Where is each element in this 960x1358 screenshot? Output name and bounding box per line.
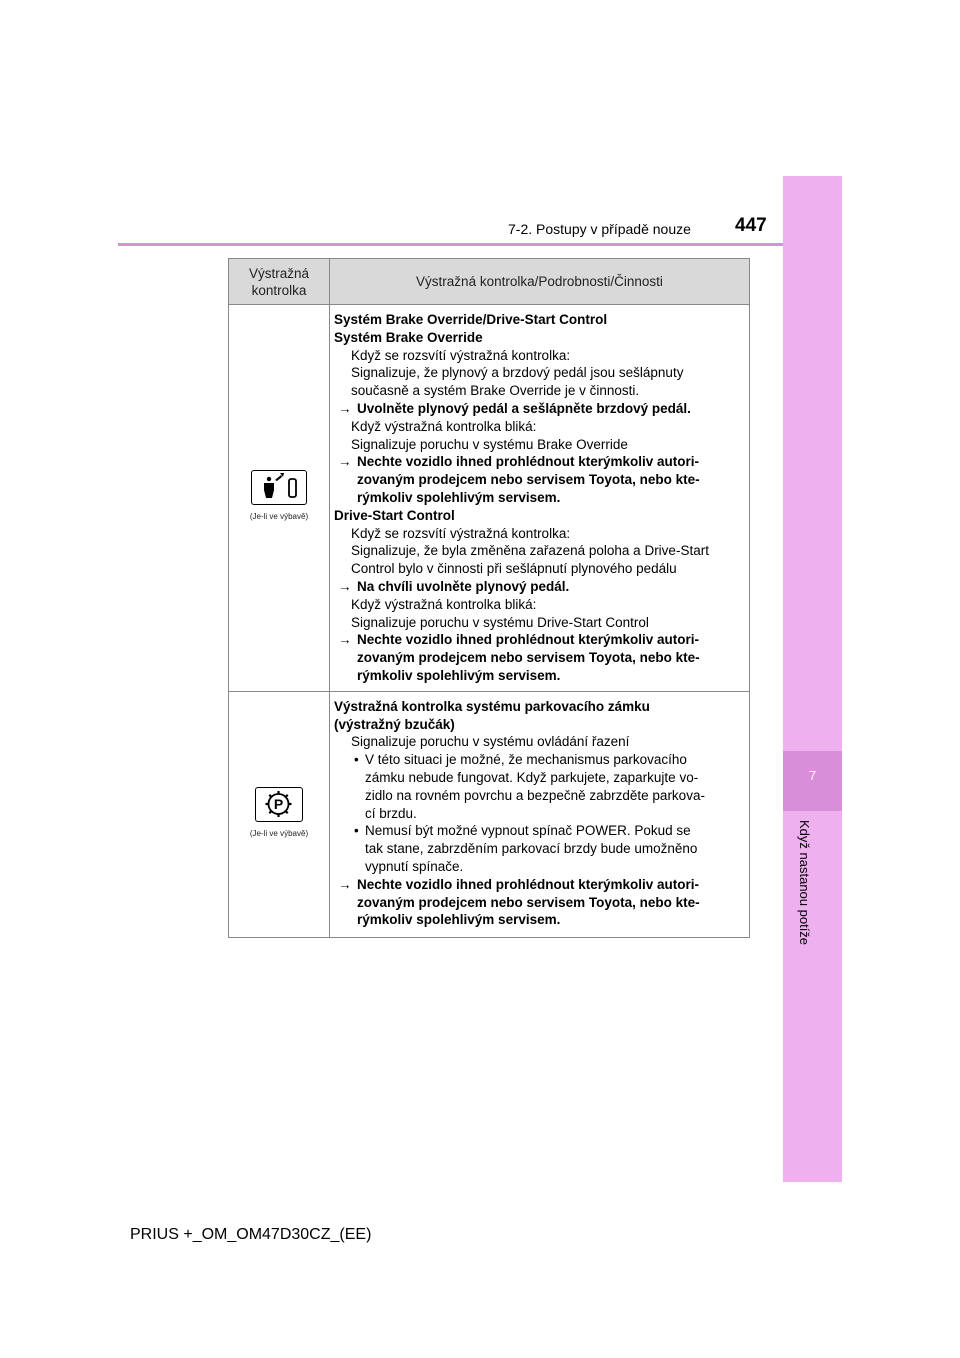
arrow-icon: → (338, 454, 352, 470)
col-header-details: Výstražná kontrolka/Podrobnosti/Činnosti (330, 259, 750, 305)
action-text: → Nechte vozidlo ihned prohlédnout kterýmkoliv autori- (338, 632, 700, 648)
arrow-icon: → (338, 876, 352, 892)
icon-note: (Je-li ve výbavě) (249, 511, 309, 521)
detail-text: Signalizuje poruchu v systému Brake Override (351, 436, 628, 452)
condition-text: Když výstražná kontrolka bliká: (351, 596, 537, 612)
detail-text: Control bylo v činnosti při sešlápnutí plynového pedálu (351, 561, 677, 577)
detail-text: současně a systém Brake Override je v činnosti. (351, 383, 640, 399)
row-title: (výstražný bzučák) (334, 716, 455, 732)
action-text: zovaným prodejcem nebo servisem Toyota, nebo kte- (357, 894, 700, 910)
icon-cell (229, 691, 330, 937)
detail-text: Signalizuje, že byla změněna zařazená poloha a Drive-Start (351, 543, 709, 559)
details-cell (330, 691, 750, 937)
action-text: zovaným prodejcem nebo servisem Toyota, nebo kte- (357, 650, 700, 666)
row-title: Systém Brake Override/Drive-Start Control (334, 312, 608, 327)
action-text: rýmkoliv spolehlivým servisem. (357, 489, 561, 505)
condition-text: Když výstražná kontrolka bliká: (351, 418, 537, 434)
detail-text: zámku nebude fungovat. Když parkujete, zaparkujte vo- (365, 769, 699, 785)
action-text: → Nechte vozidlo ihned prohlédnout kterýmkoliv autori- (338, 454, 700, 470)
action-text: rýmkoliv spolehlivým servisem. (357, 912, 561, 928)
subsection-title: Drive-Start Control (334, 507, 455, 523)
header-rule (118, 243, 783, 246)
condition-text: Když se rozsvítí výstražná kontrolka: (351, 347, 571, 363)
bullet-icon: • (354, 823, 359, 839)
detail-text: cí brzdu. (365, 805, 417, 821)
section-title: 7-2. Postupy v případě nouze (508, 221, 691, 237)
detail-text: Signalizuje, že plynový a brzdový pedál jsou sešlápnuty (351, 365, 684, 381)
footer-doc-code: PRIUS +_OM_OM47D30CZ_(EE) (130, 1226, 372, 1243)
detail-text: Signalizuje poruchu v systému ovládání řazení (351, 734, 630, 750)
col-header-light: Výstražná kontrolka (229, 259, 330, 305)
detail-text: zidlo na rovném povrchu a bezpečně zabrzděte parkova- (365, 787, 705, 803)
chapter-side-tab (783, 176, 842, 1182)
arrow-icon: → (338, 632, 352, 648)
parking-lock-warning-icon (255, 787, 303, 822)
bullet-icon: • (354, 752, 359, 768)
action-text: → Uvolněte plynový pedál a sešlápněte brzdový pedál. (338, 400, 691, 416)
action-text: → Na chvíli uvolněte plynový pedál. (338, 578, 570, 594)
bullet-item: • V této situaci je možné, že mechanismus parkovacího (354, 752, 687, 768)
chapter-number: 7 (808, 768, 817, 783)
svg-text:P: P (273, 795, 284, 812)
row-title: Výstražná kontrolka systému parkovacího zámku (334, 698, 650, 714)
condition-text: Když se rozsvítí výstražná kontrolka: (351, 525, 571, 541)
warning-lights-table (228, 258, 750, 938)
arrow-icon: → (338, 400, 352, 416)
subsection-title: Systém Brake Override (334, 329, 483, 345)
table-row (229, 305, 750, 692)
details-cell (330, 305, 750, 692)
bullet-item: • Nemusí být možné vypnout spínač POWER. Pokud se (354, 823, 691, 839)
brake-override-warning-icon (251, 470, 307, 505)
chapter-title: Když nastanou potíže (797, 820, 812, 946)
action-text: → Nechte vozidlo ihned prohlédnout kterýmkoliv autori- (338, 876, 700, 892)
page-number: 447 (735, 215, 767, 236)
icon-cell (229, 305, 330, 692)
icon-note: (Je-li ve výbavě) (249, 828, 309, 838)
detail-text: vypnutí spínače. (365, 858, 464, 874)
action-text: rýmkoliv spolehlivým servisem. (357, 667, 561, 683)
table-row (229, 691, 750, 937)
table-header-row (229, 259, 750, 305)
action-text: zovaným prodejcem nebo servisem Toyota, nebo kte- (357, 472, 700, 488)
arrow-icon: → (338, 578, 352, 594)
detail-text: tak stane, zabrzděním parkovací brzdy bude umožněno (365, 841, 698, 857)
detail-text: Signalizuje poruchu v systému Drive-Start Control (351, 614, 649, 630)
